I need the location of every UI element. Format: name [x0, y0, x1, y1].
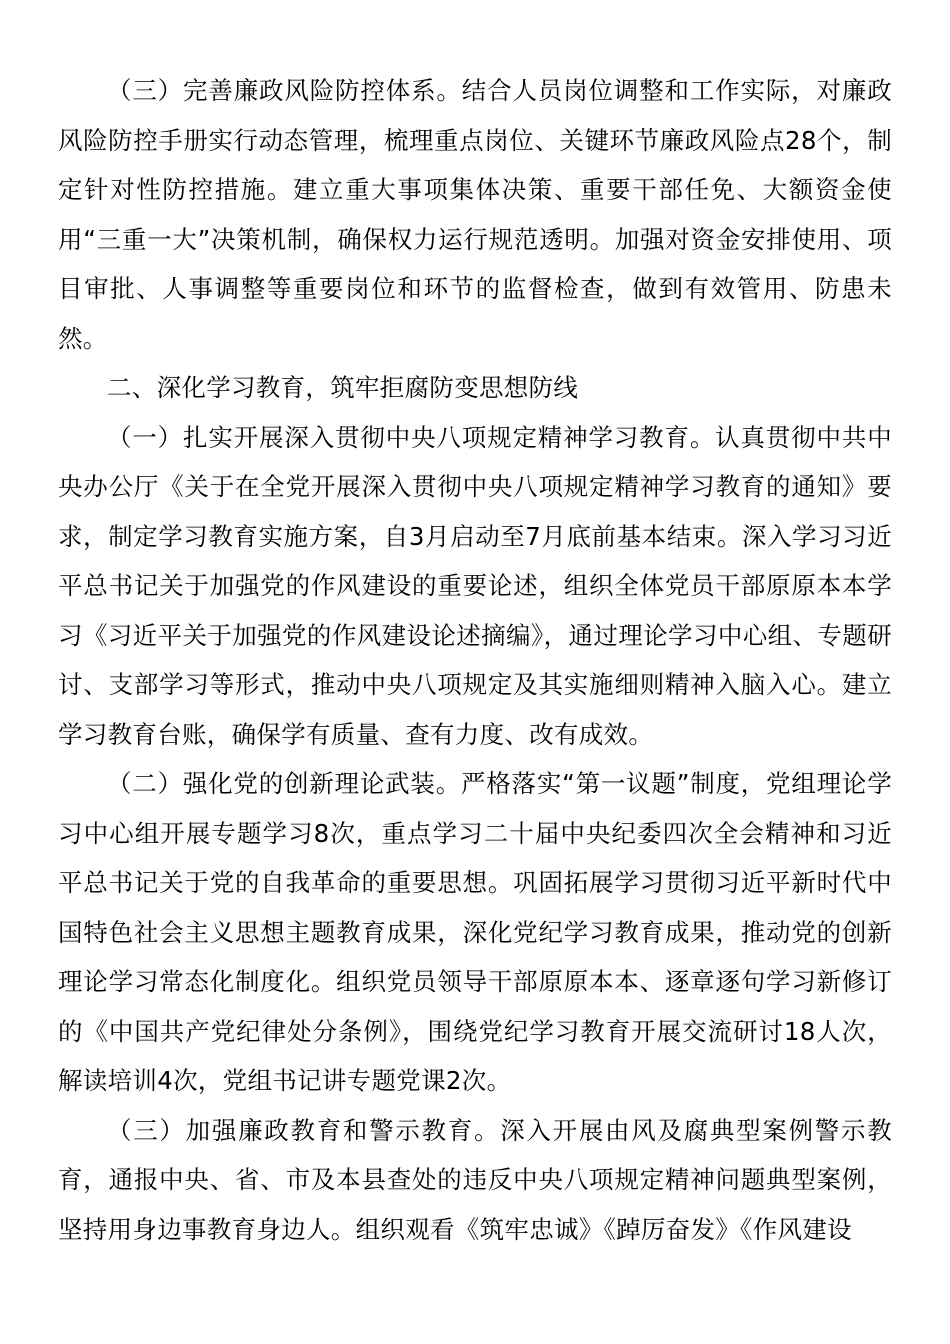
section-heading-study-education: 二、深化学习教育，筑牢拒腐防变思想防线 [107, 373, 579, 402]
paragraph-integrity-warning-education: （三）加强廉政教育和警示教育。深入开展由风及腐典型案例警示教育，通报中央、省、市及本县查处的违反中央八项规定精神问题典型案例，坚持用身边事教育身边人。组织观看《筑牢忠诚》《踔厉奋发》《作风建设 [58, 1115, 892, 1244]
paragraph-eight-regulations-study: （一）扎实开展深入贯彻中央八项规定精神学习教育。认真贯彻中共中央办公厅《关于在全党开展深入贯彻中央八项规定精神学习教育的通知》要求，制定学习教育实施方案，自3月启动至7月底前基本结束。深入学习习近平总书记关于加强党的作风建设的重要论述，组织全体党员干部原原本本学习《习近平关于加强党的作风建设论述摘编》，通过理论学习中心组、专题研讨、支部学习等形式，推动中央八项规定及其实施细则精神入脑入心。建立学习教育台账，确保学有质量、查有力度、改有成效。 [58, 422, 892, 749]
document-body [58, 66, 892, 1254]
paragraph-innovative-theory: （二）强化党的创新理论武装。严格落实“第一议题”制度，党组理论学习中心组开展专题学习8次，重点学习二十届中央纪委四次全会精神和习近平总书记关于党的自我革命的重要思想。巩固拓展学习贯彻习近平新时代中国特色社会主义思想主题教育成果，深化党纪学习教育成果，推动党的创新理论学习常态化制度化。组织党员领导干部原原本本、逐章逐句学习新修订的《中国共产党纪律处分条例》，围绕党纪学习教育开展交流研讨18人次，解读培训4次，党组书记讲专题党课2次。 [58, 769, 892, 1095]
paragraph-risk-prevention-system: （三）完善廉政风险防控体系。结合人员岗位调整和工作实际，对廉政风险防控手册实行动态管理，梳理重点岗位、关键环节廉政风险点28个，制定针对性防控措施。建立重大事项集体决策、重要干部任免、大额资金使用“三重一大”决策机制，确保权力运行规范透明。加强对资金安排使用、项目审批、人事调整等重要岗位和环节的监督检查，做到有效管用、防患未然。 [58, 76, 892, 353]
